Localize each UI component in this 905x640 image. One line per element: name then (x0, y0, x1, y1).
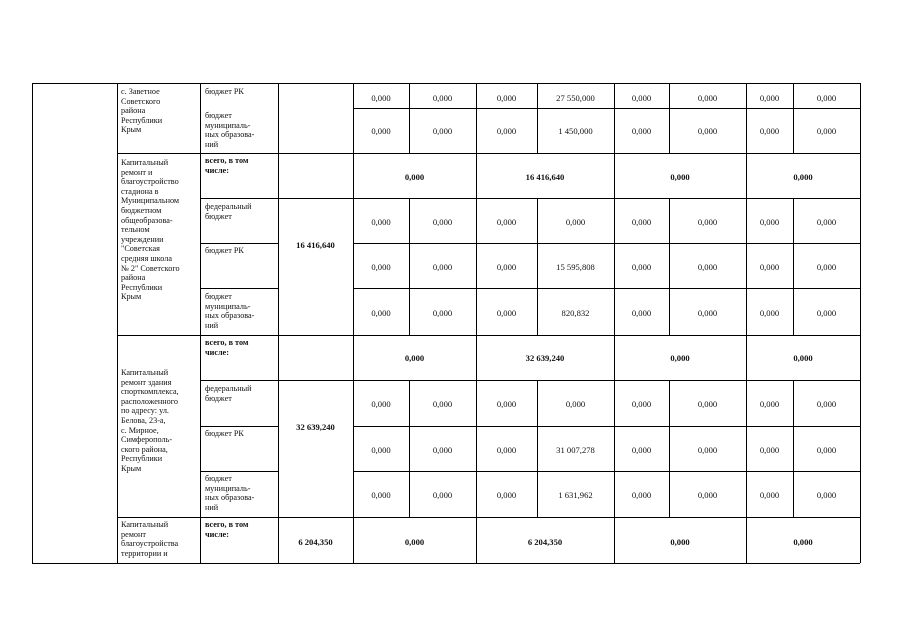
value-cell: 0,000 (759, 308, 780, 318)
summary-value: 16 416,640 (525, 172, 565, 182)
value-cell: 0,000 (432, 217, 453, 227)
value-cell: 27 550,000 (556, 93, 595, 103)
value-cell: 0,000 (697, 217, 718, 227)
value-cell: 0,000 (432, 490, 453, 500)
value-cell: 0,000 (371, 399, 391, 409)
value-cell: 15 595,808 (556, 262, 595, 272)
value-cell: 0,000 (432, 445, 453, 455)
funding-source: федеральный бюджет (205, 384, 252, 403)
project-name: Капитальный ремонт здания спорткомплекса, расположенного по адресу: ул. Белова, 23-а, с. Мирное, Симферополь- ского района, Республики Крым (121, 368, 179, 473)
value-cell: 0,000 (816, 126, 837, 136)
value-cell: 0,000 (697, 490, 718, 500)
summary-value: 0,000 (404, 172, 425, 182)
funding-source: бюджет муниципаль- ных образова- ний (205, 474, 255, 512)
value-cell: 0,000 (496, 262, 517, 272)
value-cell: 0,000 (816, 445, 837, 455)
summary-label: всего, в том числе: (205, 520, 249, 539)
summary-label: всего, в том числе: (205, 156, 249, 175)
summary-value: 0,000 (404, 353, 425, 363)
value-cell: 0,000 (631, 217, 652, 227)
value-cell: 0,000 (631, 490, 652, 500)
value-cell: 0,000 (697, 308, 718, 318)
value-cell: 0,000 (697, 262, 718, 272)
value-cell: 0,000 (631, 399, 652, 409)
funding-source: бюджет РК (205, 87, 244, 96)
summary-value: 0,000 (670, 537, 690, 547)
value-cell: 0,000 (432, 126, 453, 136)
summary-value: 0,000 (793, 172, 813, 182)
project-name: Капитальный ремонт и благоустройство стадиона в Муниципальном бюджетном общеобразова- тельном учреждении "Советская средняя школа № 2" Советского района Республики Крым (121, 158, 180, 302)
value-cell: 0,000 (565, 217, 586, 227)
summary-value: 0,000 (793, 353, 813, 363)
value-cell: 0,000 (816, 262, 837, 272)
value-cell: 0,000 (816, 217, 837, 227)
value-cell: 0,000 (371, 445, 391, 455)
value-cell: 0,000 (697, 93, 718, 103)
value-cell: 0,000 (371, 308, 391, 318)
value-cell: 0,000 (432, 308, 453, 318)
project-total: 16 416,640 (296, 240, 335, 250)
summary-value: 0,000 (793, 537, 813, 547)
value-cell: 0,000 (697, 126, 718, 136)
value-cell: 0,000 (759, 217, 780, 227)
value-cell: 0,000 (496, 126, 517, 136)
value-cell: 0,000 (371, 262, 391, 272)
value-cell: 1 450,000 (558, 126, 593, 136)
value-cell: 0,000 (697, 445, 718, 455)
value-cell: 0,000 (816, 490, 837, 500)
value-cell: 0,000 (496, 399, 517, 409)
value-cell: 0,000 (697, 399, 718, 409)
value-cell: 0,000 (631, 445, 652, 455)
summary-value: 6 204,350 (527, 537, 563, 547)
project-name: с. Заветное Советского района Республики Крым (121, 87, 163, 135)
value-cell: 0,000 (816, 399, 837, 409)
value-cell: 0,000 (371, 93, 391, 103)
funding-source: бюджет муниципаль- ных образова- ний (205, 111, 255, 149)
summary-label: всего, в том числе: (205, 338, 249, 357)
value-cell: 0,000 (759, 93, 780, 103)
value-cell: 0,000 (432, 399, 453, 409)
value-cell: 0,000 (496, 308, 517, 318)
value-cell: 0,000 (759, 262, 780, 272)
value-cell: 820,832 (561, 308, 590, 318)
summary-value: 32 639,240 (525, 353, 565, 363)
value-cell: 0,000 (432, 93, 453, 103)
value-cell: 0,000 (565, 399, 586, 409)
value-cell: 0,000 (371, 490, 391, 500)
funding-source: бюджет РК (205, 246, 244, 255)
value-cell: 0,000 (816, 93, 837, 103)
summary-value: 0,000 (670, 353, 690, 363)
value-cell: 0,000 (371, 126, 391, 136)
value-cell: 0,000 (631, 93, 652, 103)
value-cell: 0,000 (759, 445, 780, 455)
value-cell: 0,000 (759, 126, 780, 136)
value-cell: 0,000 (631, 126, 652, 136)
value-cell: 0,000 (816, 308, 837, 318)
summary-value: 0,000 (404, 537, 425, 547)
funding-source: федеральный бюджет (205, 202, 252, 221)
value-cell: 0,000 (496, 490, 517, 500)
value-cell: 0,000 (631, 262, 652, 272)
value-cell: 0,000 (371, 217, 391, 227)
value-cell: 0,000 (496, 217, 517, 227)
value-cell: 0,000 (432, 262, 453, 272)
value-cell: 0,000 (496, 93, 517, 103)
project-total: 6 204,350 (298, 537, 333, 547)
value-cell: 0,000 (759, 399, 780, 409)
value-cell: 1 631,962 (558, 490, 593, 500)
value-cell: 0,000 (496, 445, 517, 455)
funding-source: бюджет РК (205, 429, 244, 438)
summary-value: 0,000 (670, 172, 690, 182)
value-cell: 0,000 (759, 490, 780, 500)
value-cell: 0,000 (631, 308, 652, 318)
value-cell: 31 007,278 (556, 445, 595, 455)
project-name: Капитальный ремонт благоустройства территории и (121, 520, 179, 558)
project-total: 32 639,240 (296, 422, 335, 432)
funding-source: бюджет муниципаль- ных образова- ний (205, 292, 255, 330)
